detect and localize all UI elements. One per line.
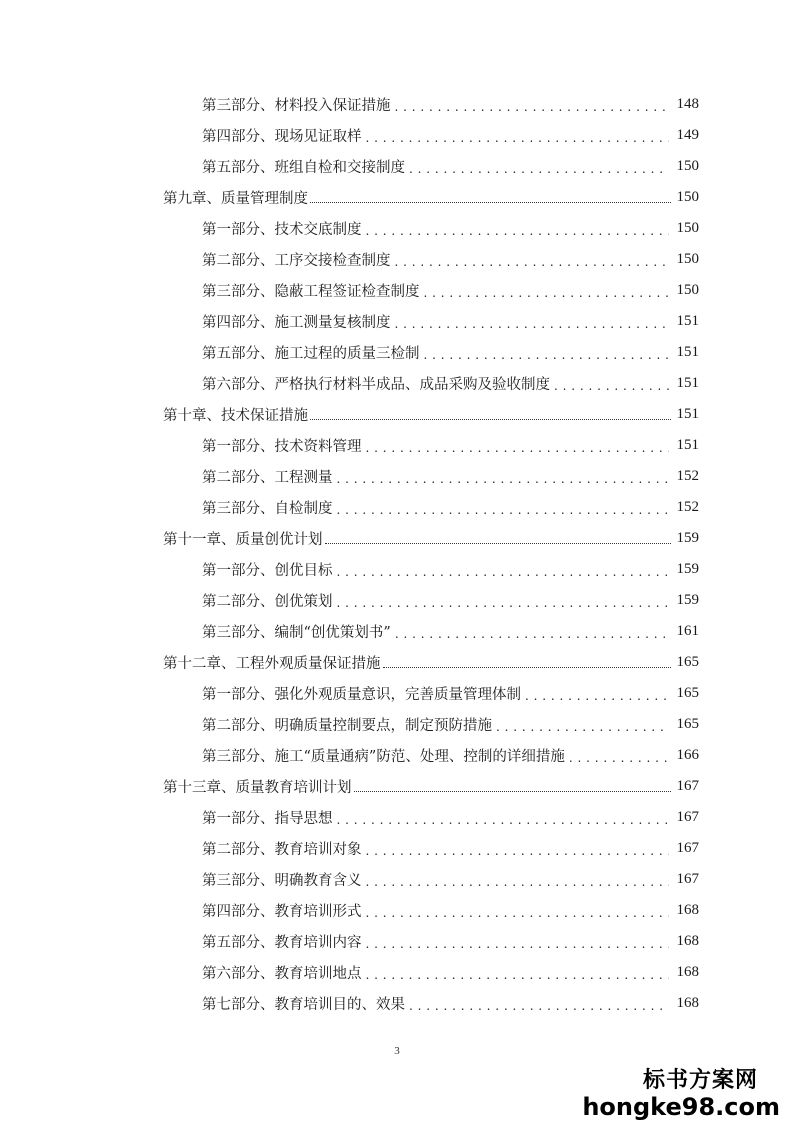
dot-leader (310, 202, 671, 203)
toc-entry-title: 第五部分、施工过程的质量三检制 (202, 346, 420, 362)
dot-leader (366, 130, 670, 146)
toc-page-number: 159 (676, 530, 699, 546)
dot-leader (395, 254, 670, 270)
toc-entry-title: 第七部分、教育培训目的、效果 (202, 997, 405, 1013)
toc-page-number: 150 (676, 189, 699, 205)
toc-entry-title: 第五部分、班组自检和交接制度 (202, 160, 405, 176)
toc-page-number: 165 (676, 654, 699, 670)
dot-leader (366, 967, 670, 983)
dot-leader (395, 99, 670, 115)
dot-leader (366, 936, 670, 952)
toc-entry-title: 第三部分、明确教育含义 (202, 873, 362, 889)
toc-section-row[interactable] (0, 554, 794, 585)
dot-leader (310, 419, 671, 420)
toc-entry-title: 第四部分、施工测量复核制度 (202, 315, 391, 331)
toc-page-number: 166 (676, 747, 699, 763)
toc-entry-title: 第二部分、创优策划 (202, 594, 333, 610)
toc-entry-title: 第四部分、教育培训形式 (202, 904, 362, 920)
toc-entry-title: 第六部分、教育培训地点 (202, 966, 362, 982)
toc-section-row[interactable] (0, 120, 794, 151)
dot-leader (569, 750, 669, 766)
toc-section-row[interactable] (0, 895, 794, 926)
toc-section-row[interactable] (0, 368, 794, 399)
dot-leader (366, 874, 670, 890)
toc-section-row[interactable] (0, 957, 794, 988)
toc-entry-title: 第一部分、创优目标 (202, 563, 333, 579)
toc-chapter-row[interactable] (0, 523, 794, 554)
toc-section-row[interactable] (0, 802, 794, 833)
toc-page-number: 168 (676, 902, 699, 918)
dot-leader (409, 161, 669, 177)
toc-section-row[interactable] (0, 864, 794, 895)
dot-leader (366, 843, 670, 859)
toc-page-number: 167 (676, 871, 699, 887)
dot-leader (424, 285, 670, 301)
watermark-url: hongke98.com (582, 1093, 780, 1121)
toc-page-number: 165 (676, 685, 699, 701)
dot-leader (496, 719, 669, 735)
toc-page-number: 151 (676, 437, 699, 453)
toc-page-number: 149 (676, 127, 699, 143)
toc-entry-title: 第十一章、质量创优计划 (163, 532, 323, 548)
toc-entry-title: 第二部分、教育培训对象 (202, 842, 362, 858)
toc-section-row[interactable] (0, 833, 794, 864)
page-number: 3 (394, 1045, 400, 1057)
dot-leader (395, 316, 670, 332)
toc-page-number: 150 (676, 158, 699, 174)
toc-entry-title: 第一部分、指导思想 (202, 811, 333, 827)
toc-section-row[interactable] (0, 430, 794, 461)
toc-page-number: 167 (676, 778, 699, 794)
toc-chapter-row[interactable] (0, 647, 794, 678)
toc-entry-title: 第二部分、工序交接检查制度 (202, 253, 391, 269)
dot-leader (409, 998, 669, 1014)
toc-entry-title: 第一部分、强化外观质量意识，完善质量管理体制 (202, 687, 521, 703)
toc-entry-title: 第三部分、编制“创优策划书” (202, 625, 391, 641)
toc-entry-title: 第一部分、技术资料管理 (202, 439, 362, 455)
dot-leader (525, 688, 669, 704)
dot-leader (366, 905, 670, 921)
dot-leader (366, 440, 670, 456)
toc-page-number: 165 (676, 716, 699, 732)
toc-page-number: 161 (676, 623, 699, 639)
dot-leader (325, 543, 672, 544)
toc-section-row[interactable] (0, 585, 794, 616)
table-of-contents (0, 89, 794, 1019)
toc-page-number: 150 (676, 282, 699, 298)
dot-leader (366, 223, 670, 239)
toc-section-row[interactable] (0, 89, 794, 120)
toc-entry-title: 第十三章、质量教育培训计划 (163, 780, 352, 796)
toc-page-number: 148 (676, 96, 699, 112)
toc-page-number: 167 (676, 809, 699, 825)
toc-page-number: 150 (676, 220, 699, 236)
toc-section-row[interactable] (0, 616, 794, 647)
toc-page-number: 152 (676, 468, 699, 484)
dot-leader (424, 347, 670, 363)
dot-leader (337, 812, 670, 828)
dot-leader (383, 667, 672, 668)
toc-section-row[interactable] (0, 492, 794, 523)
toc-section-row[interactable] (0, 244, 794, 275)
toc-entry-title: 第六部分、严格执行材料半成品、成品采购及验收制度 (202, 377, 550, 393)
toc-section-row[interactable] (0, 306, 794, 337)
toc-chapter-row[interactable] (0, 182, 794, 213)
dot-leader (337, 471, 670, 487)
toc-section-row[interactable] (0, 213, 794, 244)
toc-entry-title: 第三部分、自检制度 (202, 501, 333, 517)
toc-section-row[interactable] (0, 275, 794, 306)
toc-page-number: 159 (676, 592, 699, 608)
toc-chapter-row[interactable] (0, 771, 794, 802)
toc-page-number: 151 (676, 313, 699, 329)
toc-page-number: 152 (676, 499, 699, 515)
toc-chapter-row[interactable] (0, 399, 794, 430)
toc-page-number: 150 (676, 251, 699, 267)
toc-section-row[interactable] (0, 740, 794, 771)
toc-entry-title: 第三部分、施工“质量通病”防范、处理、控制的详细措施 (202, 749, 565, 765)
toc-entry-title: 第一部分、技术交底制度 (202, 222, 362, 238)
toc-section-row[interactable] (0, 337, 794, 368)
toc-entry-title: 第九章、质量管理制度 (163, 191, 308, 207)
toc-section-row[interactable] (0, 461, 794, 492)
toc-page-number: 167 (676, 840, 699, 856)
dot-leader (354, 791, 672, 792)
toc-section-row[interactable] (0, 988, 794, 1019)
toc-entry-title: 第十章、技术保证措施 (163, 408, 308, 424)
toc-page-number: 151 (676, 375, 699, 391)
toc-section-row[interactable] (0, 678, 794, 709)
dot-leader (395, 626, 669, 642)
toc-entry-title: 第二部分、工程测量 (202, 470, 333, 486)
toc-entry-title: 第三部分、材料投入保证措施 (202, 98, 391, 114)
dot-leader (337, 595, 670, 611)
toc-entry-title: 第二部分、明确质量控制要点，制定预防措施 (202, 718, 492, 734)
dot-leader (337, 564, 670, 580)
toc-entry-title: 第五部分、教育培训内容 (202, 935, 362, 951)
toc-entry-title: 第十二章、工程外观质量保证措施 (163, 656, 381, 672)
toc-entry-title: 第三部分、隐蔽工程签证检查制度 (202, 284, 420, 300)
toc-section-row[interactable] (0, 926, 794, 957)
toc-page-number: 159 (676, 561, 699, 577)
toc-page-number: 168 (676, 933, 699, 949)
toc-section-row[interactable] (0, 151, 794, 182)
toc-entry-title: 第四部分、现场见证取样 (202, 129, 362, 145)
site-watermark (582, 1068, 780, 1120)
toc-page-number: 151 (676, 344, 699, 360)
toc-page-number: 168 (676, 964, 699, 980)
toc-page-number: 151 (676, 406, 699, 422)
toc-section-row[interactable] (0, 709, 794, 740)
toc-page-number: 168 (676, 995, 699, 1011)
dot-leader (337, 502, 670, 518)
dot-leader (554, 378, 669, 394)
watermark-site-name: 标书方案网 (642, 1068, 758, 1093)
